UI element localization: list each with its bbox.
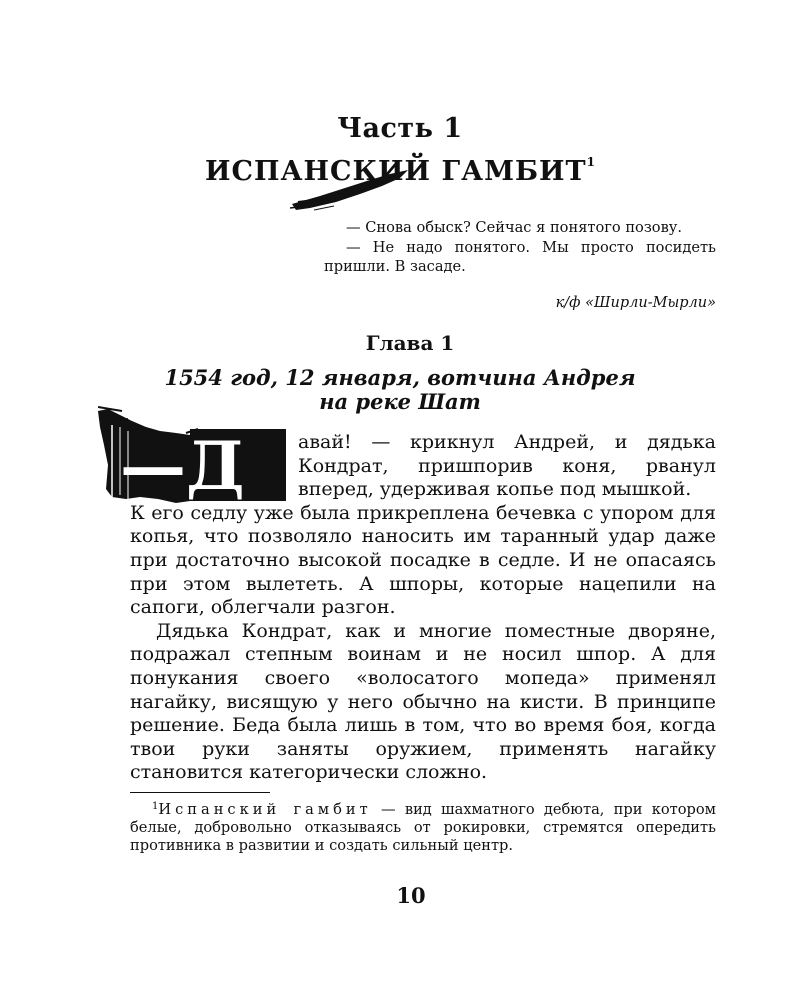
second-paragraph: Дядька Кондрат, как и многие поместные дворяне, подражал степным воинам и не носил шпор. А для понукания своего «волосатого мопеда» применял нагайку, висящую у него обычно на кисти. В принципе решение. Беда была лишь в том, что во время боя, когда твои руки заняты оружием, применять нагайку становится категорически сложно. <box>130 619 716 784</box>
part-name-footnote-ref: 1 <box>586 155 596 169</box>
footnote-term: Испанский гамбит <box>158 801 372 818</box>
dropcap-letter: —Д <box>120 427 245 505</box>
chapter-subtitle-line-2: на реке Шат <box>319 389 481 414</box>
footnote-mark: 1 <box>152 801 159 812</box>
brush-stroke-ornament <box>290 168 410 212</box>
part-name-text: ИСПАНСКИЙ ГАМБИТ <box>204 156 587 187</box>
first-paragraph-opening: авай! — крикнул Андрей, и дядька Кондрат, пришпорив коня, рванул вперед, удерживая копье под мышкой. <box>298 431 716 501</box>
page-number: 10 <box>396 883 426 908</box>
body-text <box>130 431 716 785</box>
epigraph-line-1: — Снова обыск? Сейчас я понятого позову. <box>346 219 683 236</box>
epigraph <box>324 218 716 277</box>
footnote <box>130 798 716 855</box>
footnote-text: — вид шахматного дебюта, при котором белые, добровольно отказываясь от рокировки, стремятся опередить противника в развитии и создать сильный центр. <box>130 801 716 854</box>
chapter-title: Глава 1 <box>365 331 455 355</box>
epigraph-source: к/ф «Ширли-Мырли» <box>555 295 716 311</box>
footnote-separator <box>130 792 270 793</box>
chapter-subtitle-line-1: 1554 год, 12 января, вотчина Андрея <box>164 365 636 390</box>
epigraph-line-2: — Не надо понятого. Мы просто посидеть пришли. В засаде. <box>324 238 716 275</box>
part-title: Часть 1 <box>337 113 463 144</box>
first-paragraph-continuation: К его седлу уже была прикреплена бечевка с упором для копья, что позволяло наносить им таранный удар даже при достаточно высокой посадке в седле. И не опасаясь при этом вылететь. А шпоры, которые нацепили на сапоги, облегчали разгон. <box>130 501 716 619</box>
